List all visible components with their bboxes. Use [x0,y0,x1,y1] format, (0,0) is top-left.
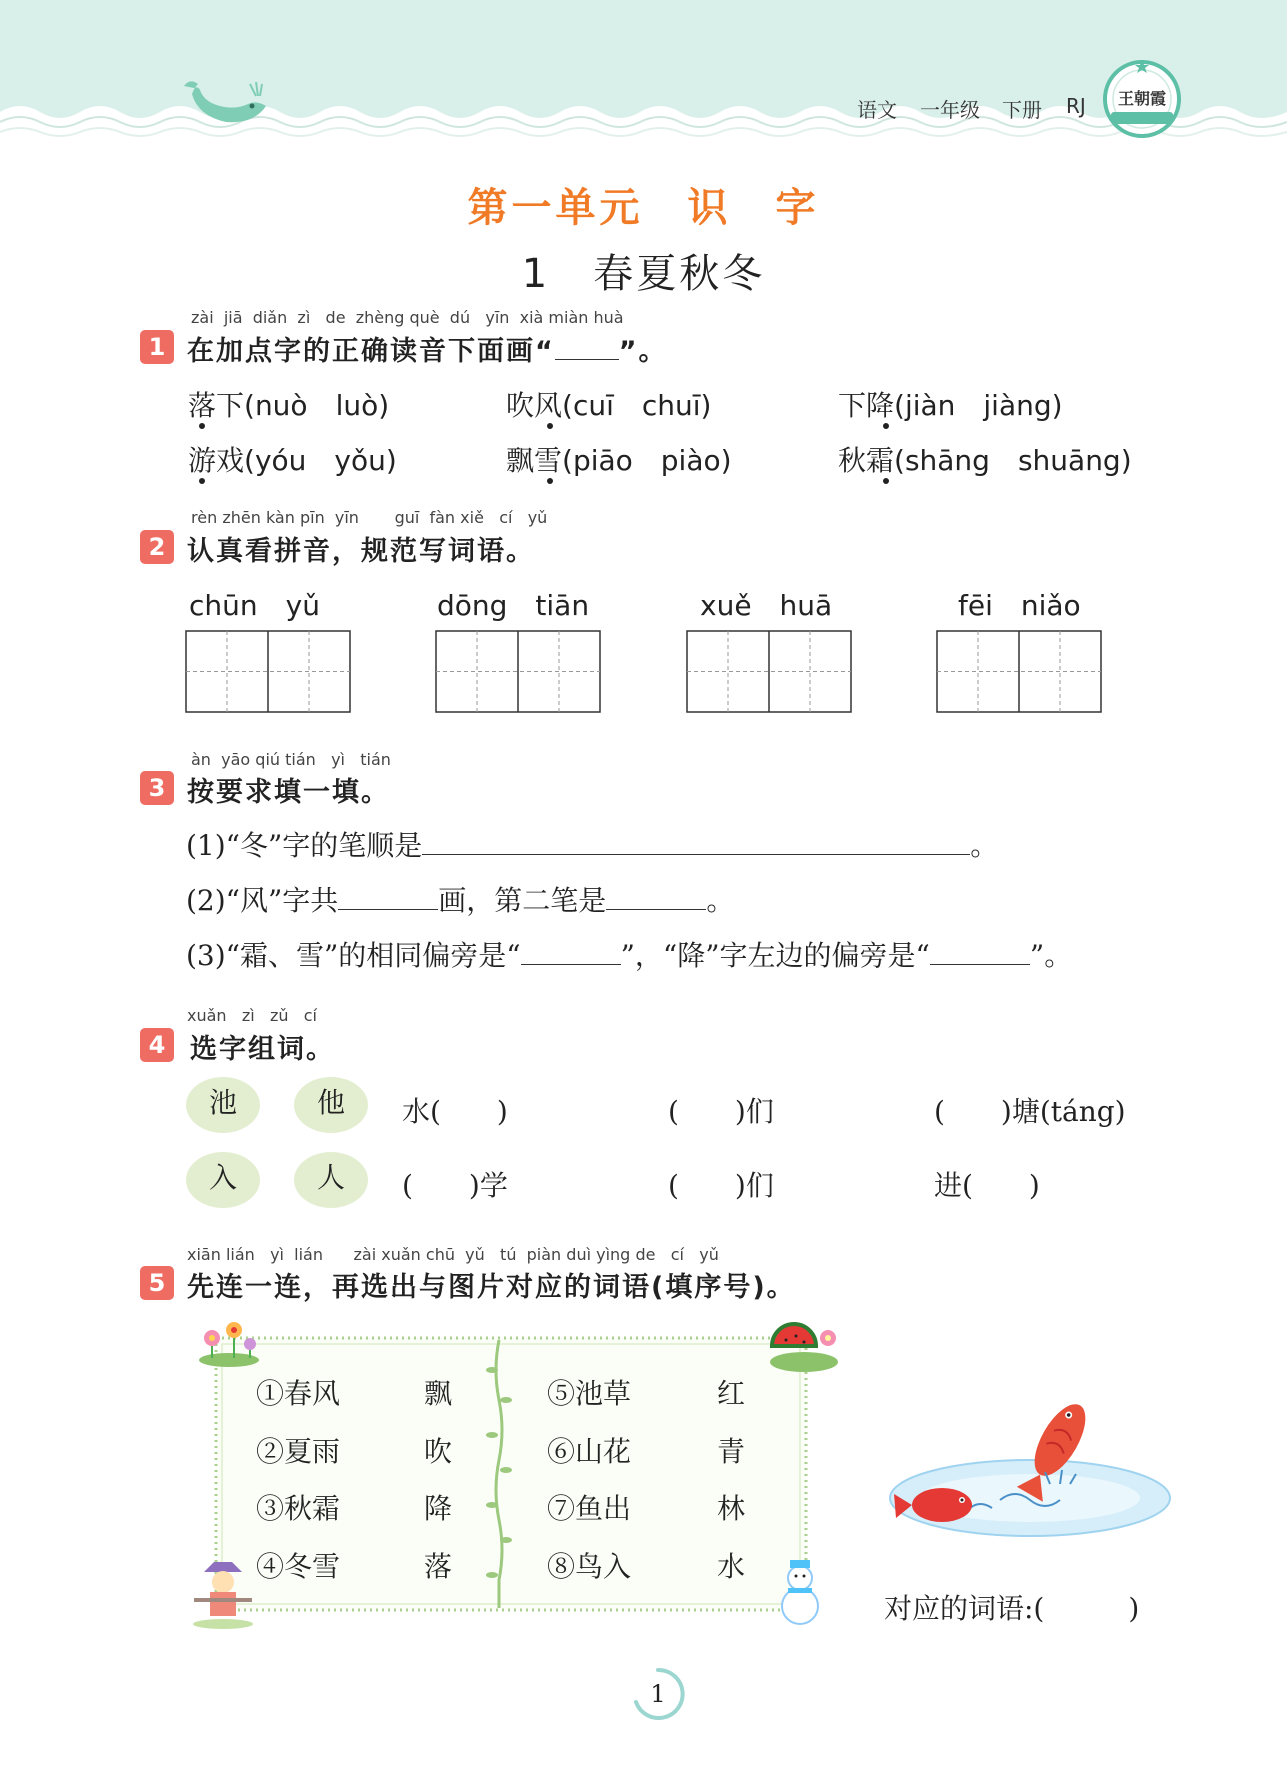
header-grade: 一年级 [920,98,980,122]
phrase-left[interactable]: ④冬雪 [256,1550,341,1583]
logo-text: 王朝霞 [1117,89,1166,108]
choice-char[interactable]: 池 [186,1077,260,1133]
verb-right[interactable]: 林 [717,1492,746,1525]
q5-pinyin: xiān lián yì lián zài xuǎn chū yǔ tú piàn duì yìng de cí yǔ [187,1245,719,1264]
emphasis-dot [883,478,889,484]
q1-item: 游戏(yóu yǒu) [188,444,397,477]
phrase-left[interactable]: ①春风 [256,1377,341,1410]
q5-instruction: 先连一连，再选出与图片对应的词语(填序号)。 [187,1272,796,1303]
choice-char[interactable]: 他 [294,1077,368,1133]
q1-item: 吹风(cuī chuī) [506,389,712,422]
phrase-left[interactable]: ③秋霜 [256,1492,341,1525]
emphasis-dot [883,423,889,429]
scarecrow-icon [190,1558,256,1630]
verb-left[interactable]: 飘 [424,1377,453,1410]
q2-badge: 2 [140,530,174,564]
q4-blank: 水( ) [402,1095,508,1128]
q1-item: 落下(nuò luò) [188,389,390,422]
verb-left[interactable]: 降 [424,1492,453,1525]
choice-char[interactable]: 人 [294,1152,368,1208]
choice-char[interactable]: 入 [186,1152,260,1208]
q4-badge: 4 [140,1028,174,1062]
q2-word-pinyin: chūn yǔ [189,589,320,622]
q3-badge: 3 [140,771,174,805]
jumping-fish-illustration [880,1380,1180,1540]
whale-icon [176,76,272,132]
snowman-icon [764,1548,836,1628]
q4-blank: 进( ) [934,1169,1040,1202]
q2-word-pinyin: xuě huā [700,589,833,622]
q1-badge: 1 [140,330,174,364]
emphasis-dot [547,423,553,429]
answer-label[interactable]: 对应的词语:( ) [884,1592,1140,1625]
q3-instruction: 按要求填一填。 [187,777,390,808]
q1-instruction: 在加点字的正确读音下面画“ ”。 [187,329,668,368]
header-edition: RJ [1066,94,1086,118]
q4-blank: ( )们 [668,1169,774,1202]
verb-left[interactable]: 吹 [424,1435,453,1468]
unit-title: 第一单元 识 字 [467,185,820,231]
phrase-right[interactable]: ⑥山花 [547,1435,632,1468]
phrase-left[interactable]: ②夏雨 [256,1435,341,1468]
q4-blank: ( )们 [668,1095,774,1128]
q3-line-3: (3)“霜、雪”的相同偏旁是“ ”，“降”字左边的偏旁是“ ”。 [186,934,1072,974]
q1-pinyin: zài jiā diǎn zì de zhèng què dú yīn xià miàn huà [191,308,624,327]
q1-item: 飘雪(piāo piào) [506,444,732,477]
q2-pinyin: rèn zhēn kàn pīn yīn guī fàn xiě cí yǔ [191,508,548,527]
lesson-title: 1 春夏秋冬 [521,251,766,297]
header-volume: 下册 [1002,98,1042,122]
verb-right[interactable]: 红 [717,1377,746,1410]
writing-grid[interactable] [435,630,601,713]
q3-pinyin: àn yāo qiú tián yì tián [191,750,391,769]
emphasis-dot [199,423,205,429]
q3-line-1: (1)“冬”字的笔顺是 。 [186,824,998,864]
q5-badge: 5 [140,1266,174,1300]
writing-grid[interactable] [185,630,351,713]
flower-icon [194,1318,264,1368]
phrase-right[interactable]: ⑦鱼出 [547,1492,632,1525]
writing-grid[interactable] [936,630,1102,713]
q4-blank: ( )塘(táng) [934,1095,1126,1128]
q4-pinyin: xuǎn zì zǔ cí [187,1006,317,1025]
q1-item: 下降(jiàn jiàng) [838,389,1063,422]
q2-instruction: 认真看拼音，规范写词语。 [187,536,535,567]
emphasis-dot [547,478,553,484]
q2-word-pinyin: fēi niǎo [958,589,1081,622]
writing-grid[interactable] [686,630,852,713]
header-subject: 语文 [857,98,897,122]
phrase-right[interactable]: ⑧鸟入 [547,1550,632,1583]
verb-right[interactable]: 水 [717,1550,746,1583]
watermelon-icon [764,1318,846,1374]
emphasis-dot [199,478,205,484]
q1-item: 秋霜(shāng shuāng) [838,444,1132,477]
page-number: 1 [650,1680,666,1708]
q4-blank: ( )学 [402,1169,508,1202]
verb-right[interactable]: 青 [717,1435,746,1468]
q2-word-pinyin: dōng tiān [437,589,590,622]
q4-instruction: 选字组词。 [190,1034,335,1065]
verb-left[interactable]: 落 [424,1550,453,1583]
phrase-right[interactable]: ⑤池草 [547,1377,632,1410]
brand-logo [1103,60,1181,138]
q3-line-2: (2)“风”字共 画，第二笔是 。 [186,879,734,919]
